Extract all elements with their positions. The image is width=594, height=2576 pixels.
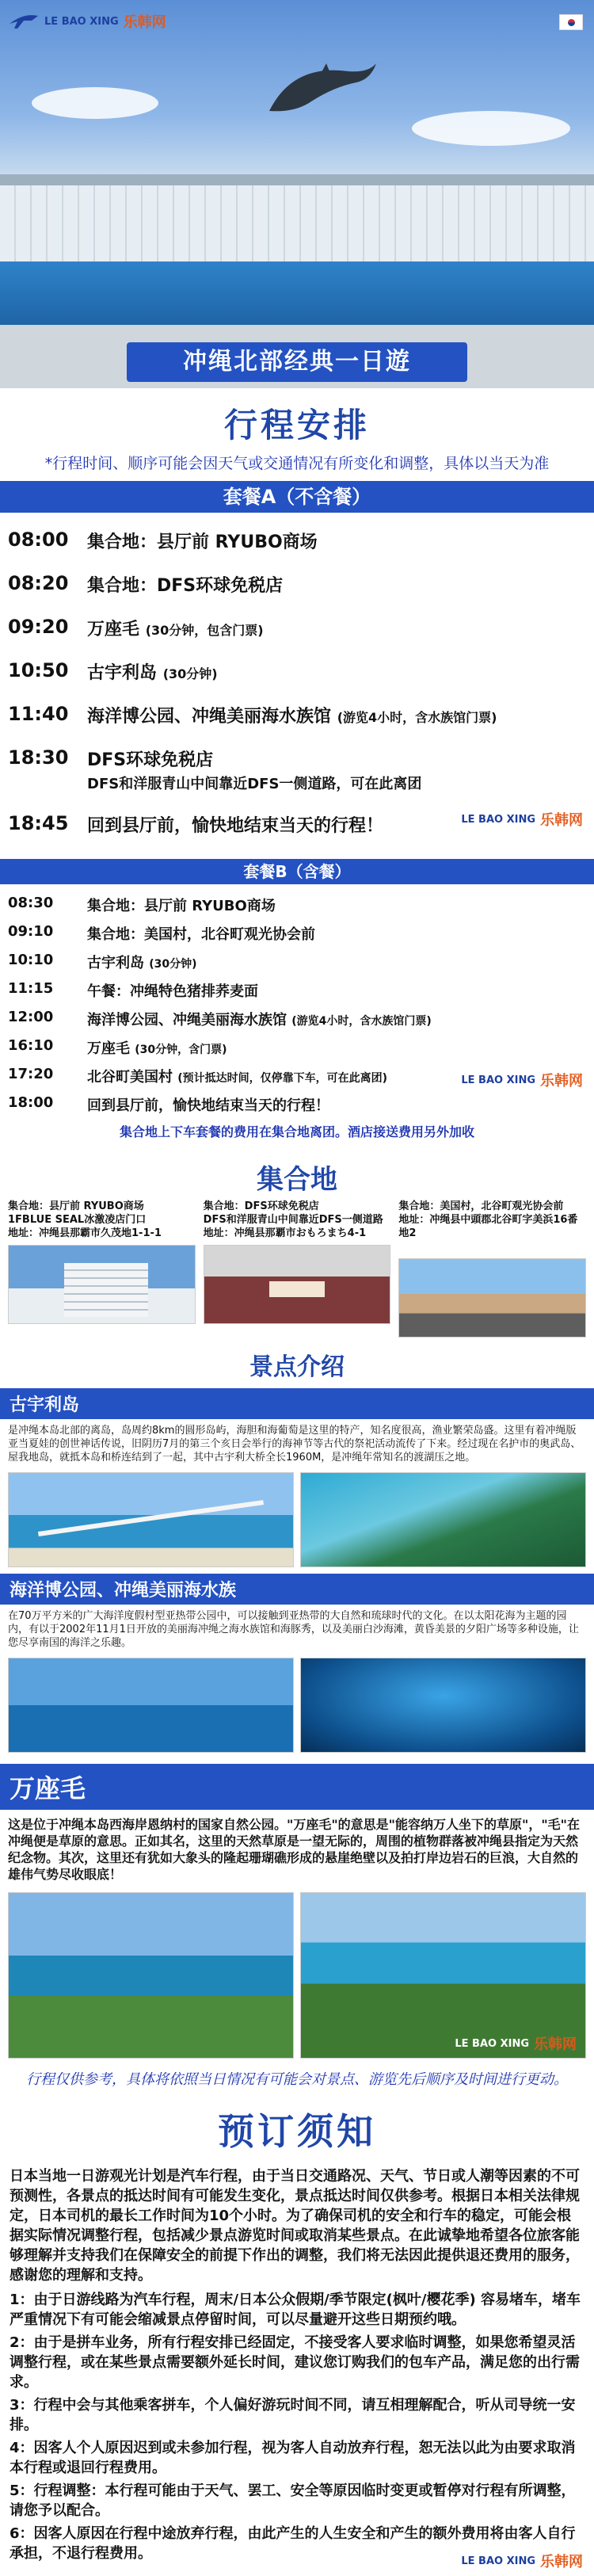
schedule-row [0, 519, 594, 563]
schedule-text: 古宇利岛 [87, 663, 158, 683]
watermark-logo [461, 2551, 583, 2571]
watermark-logo [455, 2033, 577, 2054]
manzamo-title: 万座毛 [0, 1764, 594, 1810]
aquarium-tank-photo [300, 1658, 586, 1753]
schedule-time: 10:50 [8, 659, 69, 681]
brand-logo[interactable] [8, 11, 166, 32]
logo-text: LE BAO XING [44, 15, 119, 28]
schedule-text: 集合地：DFS环球免税店 [87, 576, 284, 596]
stadium-stands [0, 174, 594, 261]
schedule-note: (游览4小时，含水族馆门票) [337, 710, 497, 725]
hero-title: 冲绳北部经典一日遊 [127, 342, 467, 382]
american-village-photo [398, 1258, 586, 1338]
schedule-text: DFS环球免税店 [87, 750, 214, 770]
schedule-text: 北谷町美国村 [87, 1069, 173, 1086]
itinerary-caption: 行程仅供参考，具体将依照当日情况有可能会对景点、游览先后顺序及时间进行更动。 [26, 2071, 568, 2088]
dolphin-show-photo [8, 1658, 294, 1753]
schedule-text: 回到县厅前，愉快地结束当天的行程！ [87, 816, 384, 836]
schedule-time: 12:00 [8, 1009, 54, 1025]
schedule-text: 万座毛 [87, 620, 140, 639]
meeting-point [398, 1200, 586, 1338]
booking-item: 2：由于是拼车业务，所有行程安排已经固定，不接受客人要求临时调整，如果您希望灵活调整行程，或在某些景点需要额外延长时间，建议您订购我们的包车产品，满足您的出行需求。 [10, 2334, 580, 2391]
schedule-row [0, 1005, 594, 1033]
ocean-park-title: 海洋博公园、冲绳美丽海水族 [0, 1574, 594, 1605]
schedule-row [0, 1033, 594, 1062]
booking-section [0, 2095, 594, 2576]
meeting-point [204, 1200, 391, 1338]
schedule-text: 古宇利岛 [87, 955, 144, 971]
package-a-label: 套餐A（不含餐） [0, 481, 594, 513]
schedule-text: 集合地：县厅前 RYUBO商场 [87, 898, 276, 914]
booking-heading: 预订须知 [218, 2110, 376, 2153]
meeting-line: DFS和洋服青山中间靠近DFS一侧道路 [203, 1214, 383, 1226]
schedule-row [0, 1090, 594, 1119]
dolphin-icon [261, 55, 380, 127]
booking-item: 6：因客人原因在行程中途放弃行程，由此产生的人生安全和产生的额外费用将由客人自行承担，不退行程费用。 [10, 2525, 576, 2562]
schedule-note: (30分钟) [162, 666, 218, 681]
cloud-decoration [412, 111, 570, 146]
schedule-subtext: DFS和洋服青山中间靠近DFS一侧道路，可在此离团 [87, 776, 422, 792]
schedule-notice: *行程时间、顺序可能会因天气或交通情况有所变化和调整，具体以当天为准 [44, 455, 550, 472]
meeting-line: 集合地：县厅前 RYUBO商场 [8, 1200, 144, 1212]
logo-cn: 乐韩网 [123, 14, 166, 31]
meeting-section [0, 1148, 594, 1338]
sights-section [0, 1338, 594, 2095]
hero-banner [0, 0, 594, 388]
package-b-label: 套餐B（含餐） [0, 859, 594, 884]
schedule-section [0, 388, 594, 1148]
logo-text: LE BAO XING [461, 2555, 535, 2567]
schedule-text: 回到县厅前，愉快地结束当天的行程！ [87, 1097, 329, 1114]
schedule-note: (游览4小时，含水族馆门票) [291, 1015, 432, 1028]
schedule-time: 09:20 [8, 616, 69, 638]
schedule-note: (30分钟，含门票) [135, 1044, 227, 1056]
watermark-logo [461, 1070, 583, 1090]
booking-intro: 日本当地一日游观光计划是汽车行程，由于当日交通路况、天气、节日或人潮等因素的不可预测性，各景点的抵达时间有可能发生变化，景点抵达时间仅供参考。根据日本相关法律规定，日本司机的最长工作时间为10个小时。为了确保司机的安全和行车的稳定，可能会根据实际情况调整行程，包括减少景点游览时间或取消某些景点。在此诚挚地希望各位旅客能够理解并支持我们在保障安全的前提下作出的调整，我们将无法因此提供退还费用的服务，感谢您的理解和支持。 [10, 2168, 580, 2284]
korea-flag-icon [559, 14, 583, 30]
schedule-text: 海洋博公园、冲绳美丽海水族馆 [87, 707, 332, 727]
package-a-list [0, 519, 594, 846]
ocean-park-text: 在70万平方米的广大海洋度假村型亚热带公园中，可以接触到亚热带的大自然和琉球时代的文化。在以太阳花海为主题的园内，有以于2002年11月1日开放的美丽海冲绳之海水族馆和海豚秀，以及美丽白沙海滩，黄昏美景的夕阳广场等多种设施，让您尽享南国的海洋之乐趣。 [8, 1610, 579, 1649]
logo-text: LE BAO XING [461, 1074, 535, 1086]
booking-item: 3：行程中会与其他乘客拼车，个人偏好游玩时间不同，请互相理解配合，听从司导统一安排。 [10, 2397, 576, 2433]
ryubo-building-photo [8, 1245, 196, 1324]
schedule-note: (30分钟，包含门票) [145, 623, 264, 638]
schedule-row [0, 650, 594, 693]
booking-item: 5：行程调整：本行程可能由于天气、罢工、安全等原因临时变更或暂停对行程有所调整，请您予以配合。 [10, 2483, 576, 2519]
meeting-point [8, 1200, 196, 1338]
booking-item: 1：由于日游线路为汽车行程，周末/日本公众假期/季节限定(枫叶/樱花季) 容易堵车，堵车严重情况下有可能会缩减景点停留时间，可以尽量避开这些日期预约哦。 [10, 2292, 581, 2328]
package-b-note: 集合地上下车套餐的费用在集合地离团。酒店接送费用另外加收 [119, 1124, 474, 1139]
logo-cn: 乐韩网 [540, 2554, 583, 2570]
schedule-heading: 行程安排 [223, 406, 370, 445]
kouri-text: 是冲绳本岛北部的离岛，岛周约8km的圆形岛屿，海胆和海葡萄是这里的特产，知名度很高，渔业繁荣岛盛。这里有着冲绳版亚当夏娃的创世神话传说，旧阴历7月的第三个亥日会举行的海神节等古代的祭祀活动流传了下来。经过现在名护市的奥武岛、屋我地岛，就抵本岛和桥连结到了一起，其中古宇利大桥全长1960M，是冲绳年常知名的渡湖压之地。 [8, 1425, 581, 1464]
schedule-row [0, 606, 594, 650]
cloud-decoration [32, 87, 158, 119]
schedule-row [0, 919, 594, 948]
manzamo-cliff-photo [8, 1892, 294, 2059]
manzamo-text: 这是位于冲绳本岛西海岸恩纳村的国家自然公园。"万座毛"的意思是"能容纳万人坐下的草原"，"毛"在冲绳便是草原的意思。正如其名，这里的天然草原是一望无际的，周围的植物群落被冲绳县指定为天然纪念物。其次，这里还有犹如大象头的隆起珊瑚礁形成的悬崖绝壁以及拍打岸边岩石的巨浪，大自然的雄伟气势尽收眼底！ [8, 1817, 581, 1882]
meeting-line: 1FBLUE SEAL冰激凌店门口 [8, 1214, 147, 1226]
schedule-text: 午餐：冲绳特色猪排荞麦面 [87, 983, 258, 1000]
schedule-text: 万座毛 [87, 1040, 130, 1057]
schedule-row [0, 803, 594, 846]
dfs-store-photo [204, 1245, 391, 1324]
schedule-text: 集合地：美国村，北谷町观光协会前 [87, 926, 315, 943]
schedule-row [0, 737, 594, 803]
package-b-list [0, 891, 594, 1119]
schedule-row [0, 891, 594, 919]
sights-heading: 景点介绍 [249, 1353, 345, 1381]
kouri-title: 古宇利岛 [0, 1388, 594, 1419]
schedule-time: 17:20 [8, 1066, 54, 1082]
schedule-time: 09:10 [8, 923, 54, 940]
schedule-time: 08:20 [8, 572, 69, 594]
kouri-aerial-photo [300, 1472, 586, 1567]
schedule-note: (30分钟) [149, 958, 197, 971]
schedule-time: 16:10 [8, 1037, 54, 1054]
schedule-row [0, 563, 594, 606]
schedule-time: 08:00 [8, 529, 69, 551]
logo-cn: 乐韩网 [540, 812, 583, 829]
schedule-row [0, 693, 594, 737]
meeting-line: 地址：冲绳县那霸市久茂地1-1-1 [8, 1227, 162, 1239]
schedule-note: (预计抵达时间，仅停靠下车，可在此离团) [177, 1072, 388, 1085]
schedule-time: 11:15 [8, 980, 54, 997]
meeting-line: 地址：冲绳县那覇市おもろまち4-1 [203, 1227, 367, 1239]
meeting-line: 集合地：DFS环球免税店 [203, 1200, 319, 1212]
schedule-row [0, 976, 594, 1005]
meeting-line: 集合地：美国村，北谷町观光协会前 [398, 1200, 564, 1212]
schedule-time: 11:40 [8, 703, 69, 725]
meeting-heading: 集合地 [257, 1164, 337, 1196]
logo-text: LE BAO XING [455, 2037, 529, 2050]
logo-text: LE BAO XING [461, 813, 535, 826]
schedule-time: 18:45 [8, 812, 69, 834]
kouri-bridge-photo [8, 1472, 294, 1567]
watermark-logo [461, 809, 583, 830]
logo-cn: 乐韩网 [534, 2036, 577, 2053]
schedule-row [0, 948, 594, 976]
schedule-text: 集合地：县厅前 RYUBO商场 [87, 532, 318, 552]
schedule-time: 18:00 [8, 1094, 54, 1111]
booking-item: 4：因客人个人原因迟到或未参加行程，视为客人自动放弃行程，恕无法以此为由要求取消本行程或退回行程费用。 [10, 2440, 576, 2476]
plane-icon [8, 11, 40, 32]
schedule-time: 18:30 [8, 746, 69, 769]
meeting-line: 地址：冲绳县中頭郡北谷町字美浜16番地2 [398, 1214, 578, 1239]
schedule-time: 10:10 [8, 952, 54, 968]
schedule-text: 海洋博公园、冲绳美丽海水族馆 [87, 1012, 287, 1028]
logo-cn: 乐韩网 [540, 1073, 583, 1090]
schedule-time: 08:30 [8, 895, 54, 911]
